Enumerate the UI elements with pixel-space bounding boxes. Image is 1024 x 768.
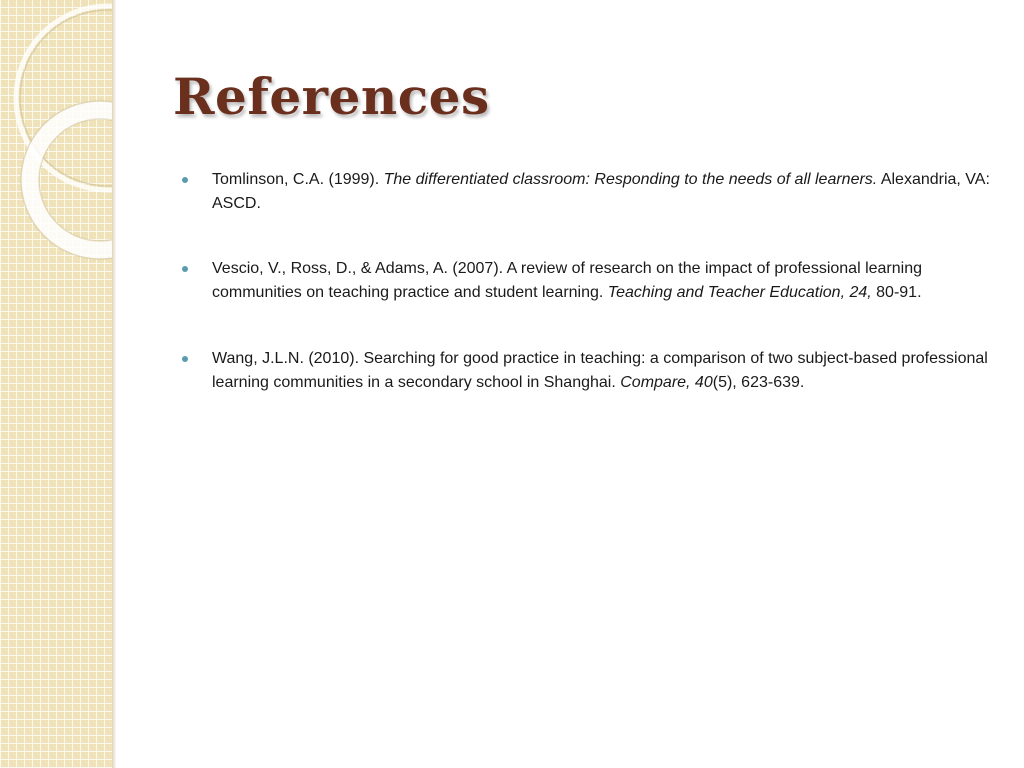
reference-authors: Wang, J.L.N. (2010). Searching for good practice in teaching: a comparison of two subject-based professional learning communities in a secondary school in Shanghai. — [212, 350, 988, 391]
bullet-icon — [182, 266, 188, 272]
reference-item — [182, 168, 997, 215]
reference-journal: Teaching and Teacher Education, 24, — [607, 283, 872, 301]
decorative-circles — [0, 0, 112, 768]
slide-title: References — [173, 67, 490, 126]
reference-pages: (5), 623-639. — [712, 373, 805, 391]
reference-list — [182, 168, 997, 394]
decorative-side-panel — [0, 0, 112, 768]
bullet-icon — [182, 356, 188, 362]
side-panel-edge — [112, 0, 116, 768]
reference-authors: Vescio, V., Ross, D., & Adams, A. (2007). A review of research on the impact of professional learning communities on teaching practice and student learning. — [212, 260, 922, 301]
reference-authors: Tomlinson, C.A. (1999). — [212, 171, 384, 188]
reference-journal: Compare, 40 — [620, 373, 713, 391]
reference-publisher: Alexandria, VA: ASCD. — [212, 171, 990, 212]
reference-pages: 80-91. — [871, 283, 922, 301]
reference-item — [182, 257, 997, 304]
bullet-icon — [182, 177, 188, 183]
reference-item — [182, 347, 997, 394]
reference-work-title: The differentiated classroom: Responding to the needs of all learners. — [383, 171, 878, 188]
